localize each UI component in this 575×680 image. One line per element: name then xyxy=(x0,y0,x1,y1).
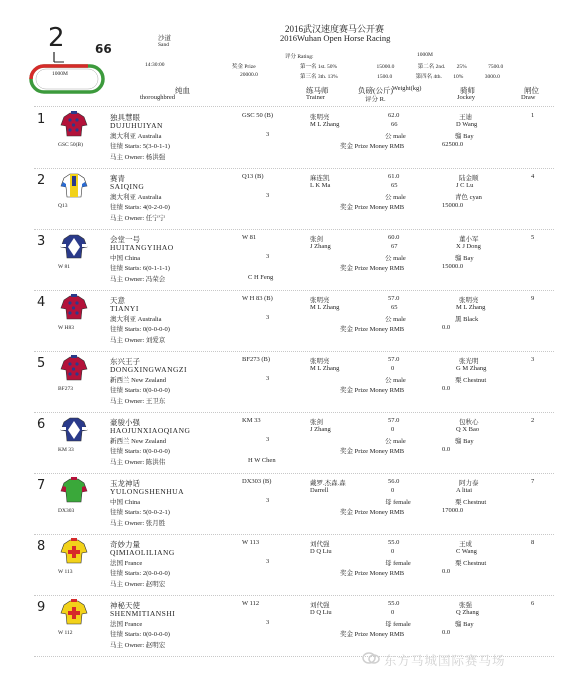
prize-label: 奖金 Prize xyxy=(232,64,256,70)
jockey-cn: 包秋心 xyxy=(459,419,479,426)
draw-number: 8 xyxy=(531,539,535,546)
horse-age: 3 xyxy=(266,619,270,626)
draw-number: 2 xyxy=(531,417,535,424)
horse-starts: 往绩 Starts: 4(0-2-0-0) xyxy=(110,204,170,211)
silk-code: W 113 xyxy=(58,569,73,575)
jockey-cn: 王成 xyxy=(459,541,472,548)
weight: 62.0 xyxy=(388,112,400,119)
prize-money-label: 奖金 Prize Money RMB xyxy=(340,265,405,272)
horse-name-en: QIMIAOLILIANG xyxy=(110,548,175,557)
row-divider xyxy=(34,290,554,291)
weight: 57.0 xyxy=(388,356,400,363)
sex: 母 female xyxy=(385,499,411,506)
race-time: 14:30:00 xyxy=(145,62,165,68)
row-divider xyxy=(34,168,554,169)
horse-name-cn: 玉龙神话 xyxy=(110,479,140,488)
rating-label: 评分 Rating: xyxy=(285,54,314,60)
trainer-en: L K Ma xyxy=(310,182,331,189)
horse-starts: 往绩 Starts: 0(0-0-0-0) xyxy=(110,448,170,455)
silk-code: W 81 xyxy=(58,264,70,270)
col-jockey-cn: 骑师 xyxy=(460,86,475,95)
horse-starts: 往绩 Starts: 0(0-0-0-0) xyxy=(110,631,170,638)
silk-code: KM 33 xyxy=(58,447,74,453)
watermark-logo-icon xyxy=(362,651,380,665)
horse-starts: 往绩 Starts: 5(3-0-1-1) xyxy=(110,143,170,150)
runner-number: 6 xyxy=(37,417,46,432)
jockey-en: J C Lu xyxy=(456,182,474,189)
navy-diamond-silks-icon xyxy=(60,233,88,264)
horse-starts: 往绩 Starts: 5(0-0-2-1) xyxy=(110,509,170,516)
sex: 公 male xyxy=(385,194,406,201)
breed-en: thoroughbred xyxy=(140,94,176,101)
runner-number: 5 xyxy=(37,356,46,371)
trainer-en: Darrell xyxy=(310,487,329,494)
jockey-en: G M Zhang xyxy=(456,365,487,372)
runner-number: 8 xyxy=(37,539,46,554)
horse-owner: 马主 Owner: 任宁宁 xyxy=(110,215,166,222)
trainer-en: M L Zhang xyxy=(310,365,340,372)
rating: 0 xyxy=(391,426,395,433)
prize-total: 20000.0 xyxy=(240,72,258,78)
crimson-star-silks-icon xyxy=(60,294,88,325)
jockey-en: Q Zhang xyxy=(456,609,479,616)
yellow-cross-silks-icon xyxy=(60,599,88,630)
weight: 60.0 xyxy=(388,234,400,241)
breed-cn: 纯血 xyxy=(175,86,190,95)
horse-name-en: SAIQING xyxy=(110,182,145,191)
silk-code: W 112 xyxy=(58,630,73,636)
horse-country: 新西兰 New Zealand xyxy=(110,377,166,384)
horse-starts: 往绩 Starts: 0(0-0-0-0) xyxy=(110,326,170,333)
draw-number: 9 xyxy=(531,295,535,302)
horse-name-en: DUJUHUIYAN xyxy=(110,121,163,130)
rating: 67 xyxy=(391,243,398,250)
coat-color: 骝 Bay xyxy=(455,255,474,262)
col-rating-cn: 评分 R. xyxy=(365,96,386,103)
rating: 65 xyxy=(391,304,398,311)
horse-country: 中国 China xyxy=(110,255,141,262)
horse-name-en: YULONGSHENHUA xyxy=(110,487,184,496)
race-number: 2 xyxy=(48,23,65,53)
track-length-label: 1000M xyxy=(52,71,68,77)
coat-color: 黑 Black xyxy=(455,316,479,323)
runner-number: 2 xyxy=(37,173,46,188)
navy-diamond-silks-icon xyxy=(60,416,88,447)
draw-number: 3 xyxy=(531,356,535,363)
horse-owner: 马主 Owner: 赵明宏 xyxy=(110,642,166,649)
trainer-en: D Q Liu xyxy=(310,609,332,616)
trainer-en: J Zhang xyxy=(310,243,331,250)
draw-number: 4 xyxy=(531,173,535,180)
runner-entry xyxy=(0,293,575,351)
horse-name-cn: 豪骏小强 xyxy=(110,418,140,427)
jockey-cn: 张强 xyxy=(459,602,472,609)
runner-number: 9 xyxy=(37,600,46,615)
horse-country: 法国 France xyxy=(110,621,143,628)
prize-money-amount: 0.0 xyxy=(442,446,451,453)
coat-color: 骝 Bay xyxy=(455,621,474,628)
rating: 65 xyxy=(391,182,398,189)
crimson-star-silks-icon xyxy=(60,111,88,142)
horse-code: W 81 xyxy=(242,234,257,241)
yellow-white-silks-icon xyxy=(60,172,88,203)
prize-money-amount: 0.0 xyxy=(442,568,451,575)
col-trainer-cn: 练马师 xyxy=(306,86,329,95)
runner-entry xyxy=(0,354,575,412)
horse-name-cn: 会堂一号 xyxy=(110,235,140,244)
prize-row-1: 第一名 1st. 50% 15000.0 第二名 2nd. 25% 7500.0 xyxy=(300,64,504,70)
prize-money-amount: 0.0 xyxy=(442,324,451,331)
row-divider xyxy=(34,412,554,413)
row-divider xyxy=(34,473,554,474)
sex: 公 male xyxy=(385,316,406,323)
rating: 0 xyxy=(391,609,395,616)
coat-color: 栗 Chestnut xyxy=(455,560,487,567)
prize-money-label: 奖金 Prize Money RMB xyxy=(340,387,405,394)
horse-age: 3 xyxy=(266,131,270,138)
horse-name-cn: 东兴王子 xyxy=(110,357,140,366)
jockey-en: A litai xyxy=(456,487,473,494)
horse-owner: 马主 Owner: 冯荣会 xyxy=(110,276,166,283)
runner-number: 3 xyxy=(37,234,46,249)
owner-note: C H Feng xyxy=(248,274,274,281)
horse-starts: 往绩 Starts: 6(0-1-1-1) xyxy=(110,265,170,272)
jockey-en: D Wang xyxy=(456,121,478,128)
horse-owner: 马主 Owner: 赵明宏 xyxy=(110,581,166,588)
jockey-en: Q X Bao xyxy=(456,426,480,433)
runner-entry xyxy=(0,476,575,534)
draw-number: 6 xyxy=(531,600,535,607)
prize-money-amount: 15000.0 xyxy=(442,263,464,270)
horse-name-cn: 奇妙力量 xyxy=(110,540,140,549)
jockey-en: X J Dong xyxy=(456,243,481,250)
trainer-cn: 张剑 xyxy=(310,236,323,243)
horse-name-en: HUITANGYIHAO xyxy=(110,243,174,252)
horse-age: 3 xyxy=(266,436,270,443)
trainer-en: M L Zhang xyxy=(310,304,340,311)
coat-color: 骝 Bay xyxy=(455,438,474,445)
horse-code: W 112 xyxy=(242,600,260,607)
jockey-cn: 王迪 xyxy=(459,114,472,121)
silk-code: DX303 xyxy=(58,508,75,514)
trainer-cn: 刘代强 xyxy=(310,602,330,609)
horse-country: 法国 France xyxy=(110,560,143,567)
prize-money-label: 奖金 Prize Money RMB xyxy=(340,570,405,577)
horse-code: DX303 (B) xyxy=(242,478,272,485)
col-draw-cn: 闸位 xyxy=(524,86,539,95)
weight: 55.0 xyxy=(388,539,400,546)
runner-entry xyxy=(0,232,575,290)
prize-money-amount: 62500.0 xyxy=(442,141,464,148)
sex: 公 male xyxy=(385,377,406,384)
horse-code: BF273 (B) xyxy=(242,356,270,363)
horse-country: 中国 China xyxy=(110,499,141,506)
horse-code: W H 83 (B) xyxy=(242,295,273,302)
horse-name-cn: 独具慧眼 xyxy=(110,113,140,122)
coat-color: 骝 Bay xyxy=(455,133,474,140)
prize-money-label: 奖金 Prize Money RMB xyxy=(340,631,405,638)
prize-money-amount: 17000.0 xyxy=(442,507,464,514)
horse-age: 3 xyxy=(266,497,270,504)
trainer-cn: 张明亮 xyxy=(310,358,330,365)
row-divider xyxy=(34,595,554,596)
horse-country: 澳大利亚 Australia xyxy=(110,194,162,201)
col-weight-cn: 负磅(公斤) xyxy=(358,86,393,95)
runner-entry xyxy=(0,171,575,229)
surface-cn: 沙道 xyxy=(158,35,171,42)
horse-name-en: DONGXINGWANGZI xyxy=(110,365,187,374)
horse-age: 3 xyxy=(266,558,270,565)
horse-country: 新西兰 New Zealand xyxy=(110,438,166,445)
col-draw-en: Draw xyxy=(521,94,536,101)
weight: 61.0 xyxy=(388,173,400,180)
horse-code: GSC 50 (B) xyxy=(242,112,274,119)
trainer-en: J Zhang xyxy=(310,426,331,433)
coat-color: 栗 Chestnut xyxy=(455,499,487,506)
prize-row-2: 第三名 3th. 13% 1500.0 第四名 4th. 10% 3000.0 xyxy=(300,74,500,80)
silk-code: GSC 50(B) xyxy=(58,142,83,148)
horse-name-en: TIANYI xyxy=(110,304,139,313)
green-silks-icon xyxy=(60,477,88,508)
trainer-cn: 张剑 xyxy=(310,419,323,426)
jockey-cn: 陆金顺 xyxy=(459,175,479,182)
coat-color: 栗 Chestnut xyxy=(455,377,487,384)
horse-name-cn: 神秘天使 xyxy=(110,601,140,610)
horse-code: W 113 xyxy=(242,539,260,546)
trainer-en: D Q Liu xyxy=(310,548,332,555)
header-divider xyxy=(34,106,554,107)
trainer-en: M L Zhang xyxy=(310,121,340,128)
runner-number: 4 xyxy=(37,295,46,310)
jockey-en: M L Zhang xyxy=(456,304,486,311)
horse-owner: 马主 Owner: 杨洪强 xyxy=(110,154,166,161)
owner-note: H W Chen xyxy=(248,457,276,464)
jockey-en: C Wang xyxy=(456,548,477,555)
race-title-en: 2016Wuhan Open Horse Racing xyxy=(280,33,391,43)
col-weight-en: Weight(kg) xyxy=(392,85,422,92)
row-divider xyxy=(34,229,554,230)
race-title-cn: 2016武汉速度赛马公开赛 xyxy=(285,24,385,34)
horse-owner: 马主 Owner: 刘爱京 xyxy=(110,337,166,344)
trainer-cn: 张明亮 xyxy=(310,114,330,121)
yellow-cross-silks-icon xyxy=(60,538,88,569)
runner-entry xyxy=(0,598,575,656)
horse-name-en: HAOJUNXIAOQIANG xyxy=(110,426,191,435)
silk-code: Q13 xyxy=(58,203,68,209)
prize-money-label: 奖金 Prize Money RMB xyxy=(340,448,405,455)
sex: 公 male xyxy=(385,133,406,140)
surface-en: Sand xyxy=(158,42,169,48)
sex: 公 male xyxy=(385,255,406,262)
rating: 0 xyxy=(391,365,395,372)
rating: 66 xyxy=(391,121,398,128)
horse-country: 澳大利亚 Australia xyxy=(110,133,162,140)
race-distance-m: 1000M xyxy=(417,52,433,58)
draw-number: 7 xyxy=(531,478,535,485)
horse-owner: 马主 Owner: 陈洪伟 xyxy=(110,459,166,466)
prize-money-amount: 0.0 xyxy=(442,385,451,392)
runner-entry xyxy=(0,110,575,168)
weight: 56.0 xyxy=(388,478,400,485)
trainer-cn: 戴罗.杰森.森 xyxy=(310,480,346,487)
horse-name-cn: 赛青 xyxy=(110,174,125,183)
horse-age: 3 xyxy=(266,253,270,260)
prize-money-label: 奖金 Prize Money RMB xyxy=(340,326,405,333)
weight: 57.0 xyxy=(388,295,400,302)
prize-money-label: 奖金 Prize Money RMB xyxy=(340,509,405,516)
horse-name-cn: 天意 xyxy=(110,296,125,305)
draw-number: 5 xyxy=(531,234,535,241)
col-trainer-en: Trainer xyxy=(306,94,325,101)
horse-starts: 往绩 Starts: 0(0-0-0-0) xyxy=(110,387,170,394)
draw-number: 1 xyxy=(531,112,535,119)
horse-code: KM 33 xyxy=(242,417,261,424)
silk-code: W H83 xyxy=(58,325,74,331)
runner-entry xyxy=(0,537,575,595)
jockey-cn: 张明亮 xyxy=(459,297,479,304)
silk-code: BF273 xyxy=(58,386,73,392)
sex: 母 female xyxy=(385,560,411,567)
horse-age: 3 xyxy=(266,375,270,382)
jockey-cn: 董小军 xyxy=(459,236,479,243)
jockey-cn: 张光明 xyxy=(459,358,479,365)
horse-owner: 马主 Owner: 张月胜 xyxy=(110,520,166,527)
row-divider xyxy=(34,351,554,352)
col-jockey-en: Jockey xyxy=(457,94,476,101)
trainer-cn: 张明亮 xyxy=(310,297,330,304)
prize-money-label: 奖金 Prize Money RMB xyxy=(340,204,405,211)
weight: 57.0 xyxy=(388,417,400,424)
trainer-cn: 麻连凯 xyxy=(310,175,330,182)
weight: 55.0 xyxy=(388,600,400,607)
horse-name-en: SHENMITIANSHI xyxy=(110,609,176,618)
rating: 0 xyxy=(391,548,395,555)
horse-owner: 马主 Owner: 王卫东 xyxy=(110,398,166,405)
runner-entry xyxy=(0,415,575,473)
prize-money-amount: 0.0 xyxy=(442,629,451,636)
horse-starts: 往绩 Starts: 2(0-0-0-0) xyxy=(110,570,170,577)
row-divider xyxy=(34,534,554,535)
rating: 0 xyxy=(391,487,395,494)
race-distance-badge: 66 xyxy=(95,42,112,56)
crimson-star-silks-icon xyxy=(60,355,88,386)
track-diagram-icon xyxy=(28,52,108,94)
jockey-cn: 阿力泰 xyxy=(459,480,479,487)
sex: 母 female xyxy=(385,621,411,628)
horse-age: 3 xyxy=(266,192,270,199)
coat-color: 青色 cyan xyxy=(455,194,482,201)
watermark-text: 东方马城国际赛马场 xyxy=(384,653,506,668)
runner-number: 1 xyxy=(37,112,46,127)
trainer-cn: 刘代强 xyxy=(310,541,330,548)
horse-age: 3 xyxy=(266,314,270,321)
horse-code: Q13 (B) xyxy=(242,173,264,180)
runner-number: 7 xyxy=(37,478,46,493)
prize-money-amount: 15000.0 xyxy=(442,202,464,209)
prize-money-label: 奖金 Prize Money RMB xyxy=(340,143,405,150)
horse-country: 澳大利亚 Australia xyxy=(110,316,162,323)
sex: 公 male xyxy=(385,438,406,445)
